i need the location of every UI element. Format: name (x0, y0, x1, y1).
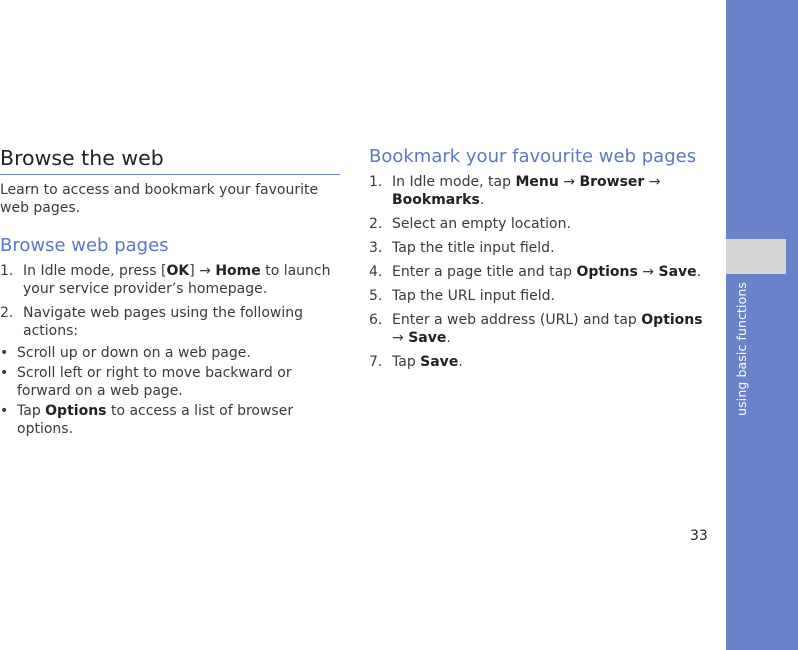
right-column (369, 146, 714, 371)
step-number: 4. (369, 264, 383, 280)
browse-steps (0, 262, 340, 340)
text-run: In Idle mode, press [ (23, 263, 167, 279)
step-text (392, 311, 714, 347)
step-number: 6. (369, 312, 383, 328)
text-run: . (458, 354, 463, 370)
step-item (369, 353, 714, 371)
step-number: 3. (369, 240, 383, 256)
text-run: . (446, 330, 451, 346)
text-run: ] → (189, 263, 216, 279)
text-run: to launch your service provider’s homepage. (23, 263, 331, 297)
menu-label: Home (215, 263, 261, 279)
menu-label: Save (658, 264, 697, 280)
menu-label: Menu (515, 174, 559, 190)
text-run: In Idle mode, tap (392, 174, 516, 190)
bullet-icon: • (0, 403, 9, 419)
step-item (0, 262, 340, 298)
bullet-text: Scroll left or right to move backward or forward on a web page. (17, 365, 292, 399)
step-number: 2. (369, 216, 383, 232)
step-item (369, 239, 714, 257)
step-item (369, 311, 714, 347)
menu-label: Options (576, 264, 638, 280)
text-run: → (558, 174, 580, 190)
text-run: → (644, 174, 661, 190)
menu-label: Options (45, 403, 107, 419)
step-text: Tap the URL input field. (392, 288, 555, 304)
text-run: Enter a page title and tap (392, 264, 577, 280)
step-text: Tap the title input field. (392, 240, 555, 256)
page-title: Browse the web (0, 146, 340, 175)
bullet-icon: • (0, 345, 9, 361)
step-text: Navigate web pages using the following actions: (23, 305, 303, 339)
bookmark-steps (369, 173, 714, 371)
step-text (392, 353, 714, 371)
step-item (369, 215, 714, 233)
step-text (392, 173, 714, 209)
text-run: to access a list of browser options. (17, 403, 294, 437)
menu-label: Options (641, 312, 703, 328)
menu-label: Save (420, 354, 459, 370)
text-run: → (392, 330, 409, 346)
step-text (23, 262, 340, 298)
browse-actions-list (0, 344, 340, 438)
step-item (369, 287, 714, 305)
menu-label: Save (408, 330, 447, 346)
step-number: 5. (369, 288, 383, 304)
step-number: 7. (369, 354, 383, 370)
left-column (0, 146, 340, 438)
step-item (0, 304, 340, 340)
list-item (0, 364, 340, 400)
step-number: 2. (0, 305, 14, 321)
bullet-text: Scroll up or down on a web page. (17, 345, 251, 361)
text-run: Enter a web address (URL) and tap (392, 312, 642, 328)
intro-text: Learn to access and bookmark your favourite web pages. (0, 182, 319, 216)
section-label: using basic functions (734, 282, 749, 416)
page-number: 33 (690, 528, 708, 544)
list-item (0, 402, 340, 438)
text-run: Tap (17, 403, 46, 419)
step-number: 1. (0, 263, 14, 279)
section-heading-browse: Browse web pages (0, 235, 169, 256)
step-item (369, 263, 714, 281)
text-run: → (637, 264, 659, 280)
menu-label: Browser (579, 174, 645, 190)
step-text (392, 263, 714, 281)
step-text: Select an empty location. (392, 216, 571, 232)
bullet-icon: • (0, 365, 9, 381)
text-run: Tap (392, 354, 421, 370)
step-number: 1. (369, 174, 383, 190)
menu-label: Bookmarks (392, 192, 480, 208)
bullet-text (17, 402, 340, 438)
key-label: OK (166, 263, 190, 279)
section-heading-bookmark: Bookmark your favourite web pages (369, 146, 697, 167)
text-run: . (479, 192, 485, 208)
text-run: . (696, 264, 702, 280)
list-item (0, 344, 340, 362)
sidebar-marker (726, 239, 786, 274)
step-item (369, 173, 714, 209)
